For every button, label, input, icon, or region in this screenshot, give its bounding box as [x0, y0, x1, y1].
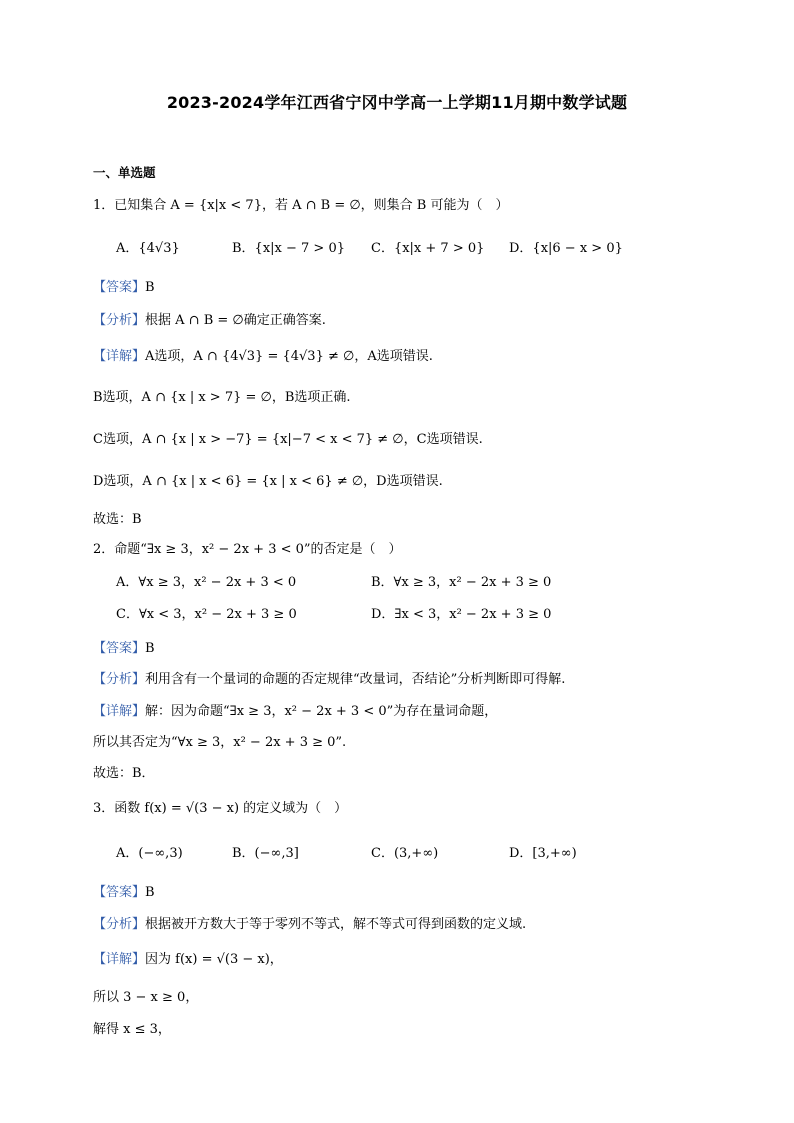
analysis-text: 根据 A ∩ B = ∅确定正确答案.	[145, 313, 326, 328]
q2-detail	[93, 700, 497, 719]
q3-detail-c: 解得 x ≤ 3，	[93, 1022, 171, 1037]
q2-selection: 故选：B．	[93, 766, 155, 781]
q2-option-d: D．∃x < 3，x² − 2x + 3 ≥ 0	[371, 607, 552, 622]
analysis-text: 根据被开方数大于等于零列不等式，解不等式可得到函数的定义域.	[145, 917, 527, 932]
q1-option-a: A．{4√3}	[116, 241, 180, 256]
detail-tag: 【详解】	[93, 349, 146, 364]
answer-value: B	[145, 641, 155, 656]
q2-option-b: B．∀x ≥ 3，x² − 2x + 3 ≥ 0	[371, 575, 552, 590]
q2-analysis	[93, 668, 565, 687]
detail-text: 因为 f(x) = √(3 − x)，	[145, 952, 283, 967]
question-1: 1．已知集合 A = {x|x < 7}，若 A ∩ B = ∅，则集合 B 可能为（ ）	[93, 198, 509, 213]
answer-value: B	[145, 280, 155, 295]
question-2: 2．命题“∃x ≥ 3，x² − 2x + 3 < 0”的否定是（ ）	[93, 542, 402, 557]
q1-option-b: B．{x|x − 7 > 0}	[232, 241, 345, 256]
section-heading: 一、单选题	[93, 165, 156, 180]
answer-tag: 【答案】	[93, 885, 146, 900]
q3-option-c: C．(3,+∞)	[371, 846, 439, 861]
q3-option-a: A．(−∞,3)	[116, 846, 183, 861]
detail-text: 解：因为命题“∃x ≥ 3，x² − 2x + 3 < 0”为存在量词命题，	[145, 704, 498, 719]
answer-value: B	[145, 885, 155, 900]
q1-detail-c: C选项，A ∩ {x | x > −7} = {x|−7 < x < 7} ≠ ∅，C选项错误.	[93, 432, 483, 447]
detail-tag: 【详解】	[93, 952, 146, 967]
q3-option-b: B．(−∞,3]	[232, 846, 299, 861]
q1-analysis	[93, 309, 326, 328]
analysis-tag: 【分析】	[93, 917, 146, 932]
q1-detail-d: D选项，A ∩ {x | x < 6} = {x | x < 6} ≠ ∅，D选项错误.	[93, 474, 443, 489]
analysis-tag: 【分析】	[93, 672, 146, 687]
q2-detail-b: 所以其否定为“∀x ≥ 3，x² − 2x + 3 ≥ 0”.	[93, 735, 347, 750]
q1-detail-b: B选项，A ∩ {x | x > 7} = ∅，B选项正确.	[93, 390, 351, 405]
q2-answer	[93, 637, 155, 656]
analysis-text: 利用含有一个量词的命题的否定规律“改量词，否结论”分析判断即可得解.	[145, 672, 566, 687]
q3-analysis	[93, 913, 526, 932]
q1-detail	[93, 345, 433, 364]
q3-option-d: D．[3,+∞)	[509, 846, 577, 861]
question-3: 3．函数 f(x) = √(3 − x) 的定义域为（ ）	[93, 801, 348, 816]
q1-selection: 故选：B	[93, 512, 142, 527]
q2-option-c: C．∀x < 3，x² − 2x + 3 ≥ 0	[116, 607, 297, 622]
detail-text: A选项，A ∩ {4√3} = {4√3} ≠ ∅，A选项错误.	[145, 349, 433, 364]
detail-tag: 【详解】	[93, 704, 146, 719]
page-title: 2023-2024学年江西省宁冈中学高一上学期11月期中数学试题	[166, 93, 628, 112]
q3-detail	[93, 948, 283, 967]
q3-detail-b: 所以 3 − x ≥ 0，	[93, 990, 199, 1005]
analysis-tag: 【分析】	[93, 313, 146, 328]
q1-option-d: D．{x|6 − x > 0}	[509, 241, 623, 256]
q1-answer	[93, 276, 155, 295]
answer-tag: 【答案】	[93, 641, 146, 656]
q2-option-a: A．∀x ≥ 3，x² − 2x + 3 < 0	[116, 575, 297, 590]
q1-option-c: C．{x|x + 7 > 0}	[371, 241, 485, 256]
q3-answer	[93, 881, 155, 900]
answer-tag: 【答案】	[93, 280, 146, 295]
